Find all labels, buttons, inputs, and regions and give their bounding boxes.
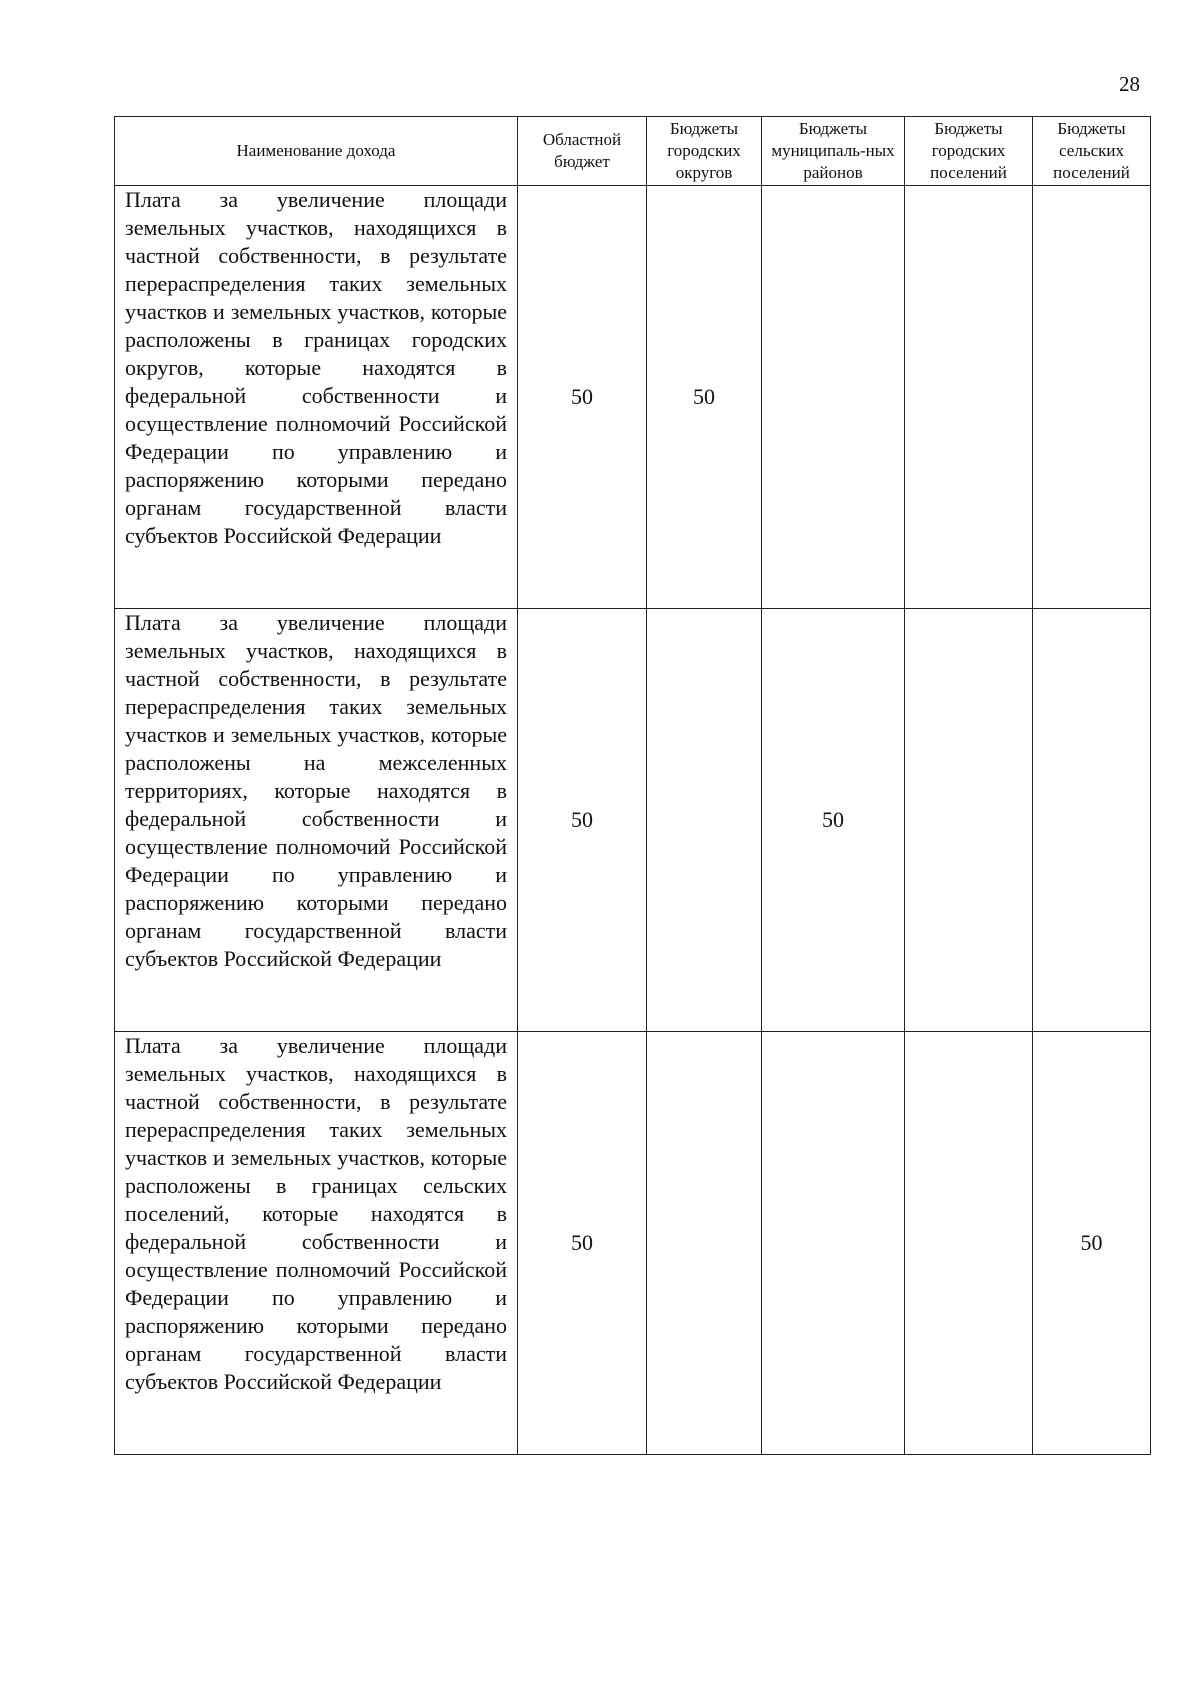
header-city-district-budgets: Бюджеты городских округов bbox=[647, 117, 762, 186]
rural-settlement-budget-cell: 50 bbox=[1033, 1032, 1151, 1455]
municipal-district-budget-cell bbox=[762, 186, 905, 609]
regional-budget-cell: 50 bbox=[518, 186, 647, 609]
income-name-cell: Плата за увеличение площади земельных участков, находящихся в частной собственности, в результате перераспределения таких земельных участков и земельных участков, которые расположены в границах сельских поселений, которые находятся в федеральной собственности и осуществление полномочий Российской Федерации по управлению и распоряжению которыми передано органам государственной власти субъектов Российской Федерации bbox=[115, 1032, 518, 1455]
header-rural-settlement-budgets: Бюджеты сельских поселений bbox=[1033, 117, 1151, 186]
city-district-budget-cell bbox=[647, 1032, 762, 1455]
revenue-distribution-table bbox=[114, 116, 1151, 1455]
municipal-district-budget-cell: 50 bbox=[762, 609, 905, 1032]
income-name-cell: Плата за увеличение площади земельных участков, находящихся в частной собственности, в результате перераспределения таких земельных участков и земельных участков, которые расположены на межселенных территориях, которые находятся в федеральной собственности и осуществление полномочий Российской Федерации по управлению и распоряжению которыми передано органам государственной власти субъектов Российской Федерации bbox=[115, 609, 518, 1032]
header-municipal-district-budgets: Бюджеты муниципаль-ных районов bbox=[762, 117, 905, 186]
header-urban-settlement-budgets: Бюджеты городских поселений bbox=[905, 117, 1033, 186]
urban-settlement-budget-cell bbox=[905, 1032, 1033, 1455]
rural-settlement-budget-cell bbox=[1033, 609, 1151, 1032]
table-row bbox=[115, 609, 1151, 1032]
city-district-budget-cell: 50 bbox=[647, 186, 762, 609]
regional-budget-cell: 50 bbox=[518, 1032, 647, 1455]
table-header-row bbox=[115, 117, 1151, 186]
municipal-district-budget-cell bbox=[762, 1032, 905, 1455]
urban-settlement-budget-cell bbox=[905, 609, 1033, 1032]
income-name-cell: Плата за увеличение площади земельных участков, находящихся в частной собственности, в результате перераспределения таких земельных участков и земельных участков, которые расположены в границах городских округов, которые находятся в федеральной собственности и осуществление полномочий Российской Федерации по управлению и распоряжению которыми передано органам государственной власти субъектов Российской Федерации bbox=[115, 186, 518, 609]
header-income-name: Наименование дохода bbox=[115, 117, 518, 186]
urban-settlement-budget-cell bbox=[905, 186, 1033, 609]
table-row bbox=[115, 1032, 1151, 1455]
regional-budget-cell: 50 bbox=[518, 609, 647, 1032]
page-number: 28 bbox=[1119, 72, 1140, 96]
rural-settlement-budget-cell bbox=[1033, 186, 1151, 609]
table-row bbox=[115, 186, 1151, 609]
header-regional-budget: Областной бюджет bbox=[518, 117, 647, 186]
city-district-budget-cell bbox=[647, 609, 762, 1032]
